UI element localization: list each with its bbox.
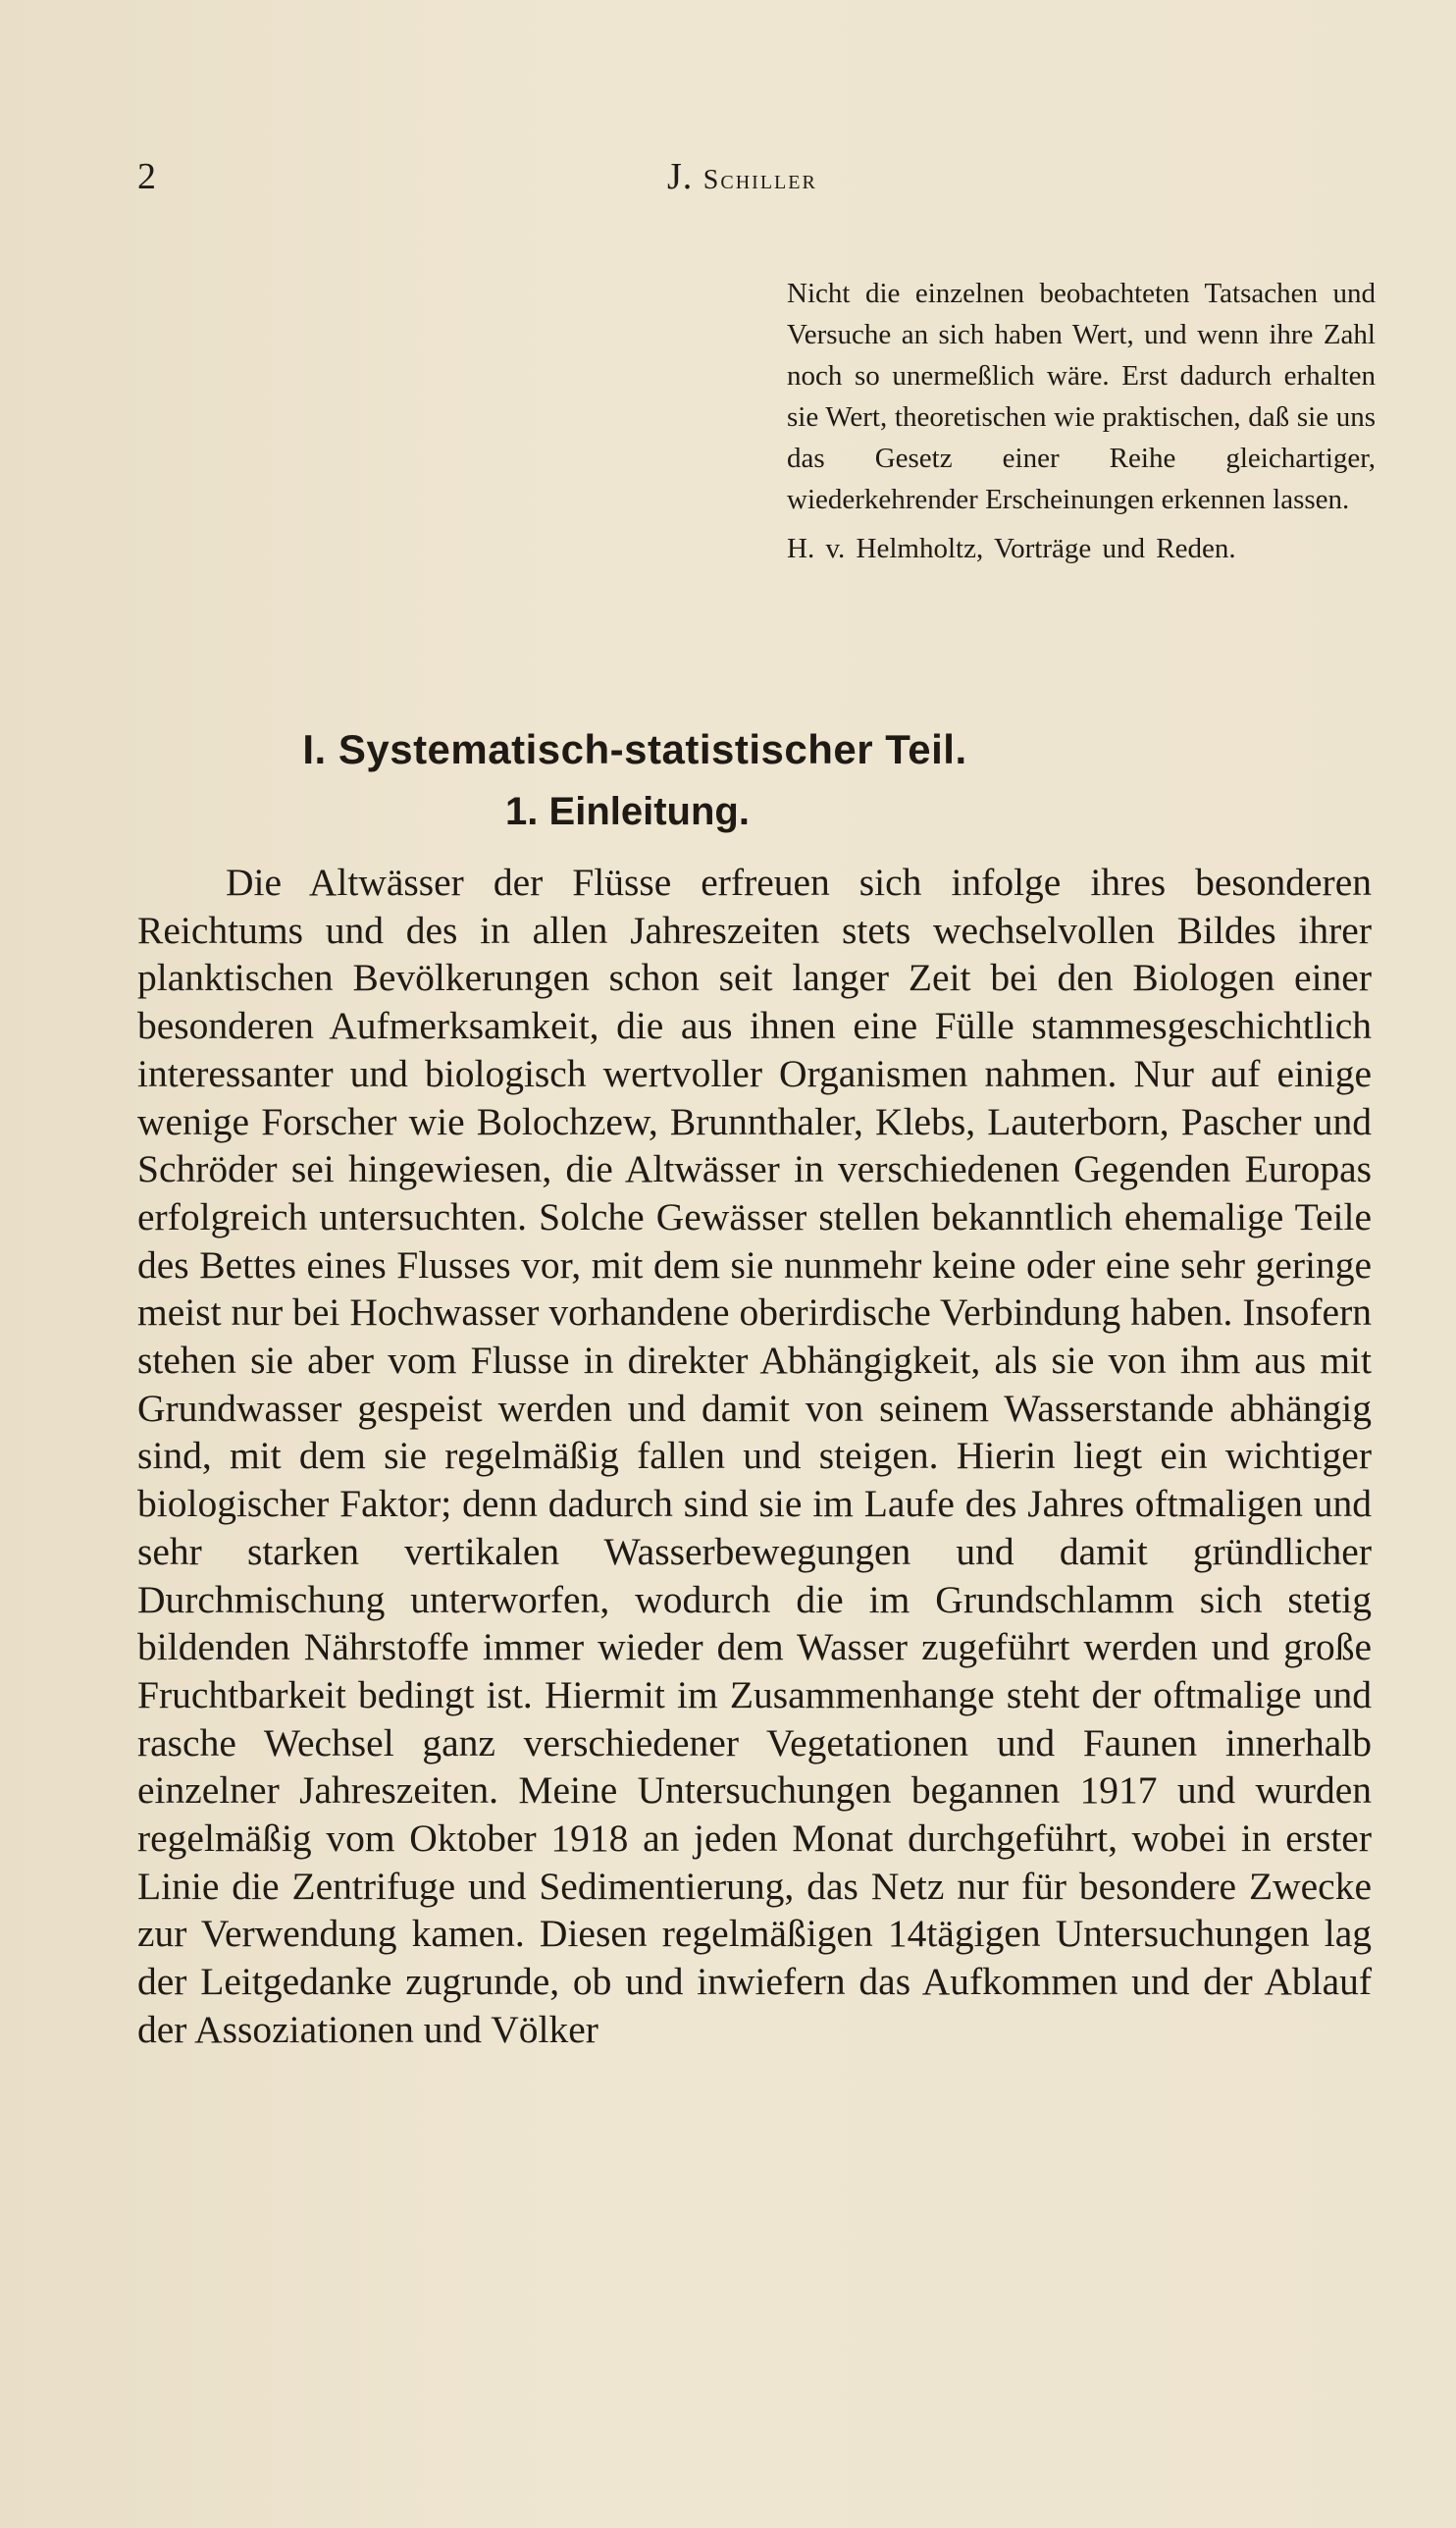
author-initial: J.	[667, 156, 703, 197]
author-surname: Schiller	[702, 165, 817, 195]
running-header	[137, 155, 1374, 214]
body-paragraph: Die Altwässer der Flüsse erfreuen sich infolge ihres besonderen Reichtums und des in allen Jahreszeiten stets wechselvollen Bildes ihrer planktischen Bevölkerungen schon seit langer Zeit bei den Biologen einer besonderen Aufmerksamkeit, die aus ihnen eine Fülle stammesgeschichtlich interessanter und biologisch wertvoller Organismen nahmen. Nur auf einige wenige Forscher wie Bolochzew, Brunnthaler, Klebs, Lauterborn, Pascher und Schröder sei hingewiesen, die Altwässer in verschiedenen Gegenden Europas erfolgreich untersuchten. Solche Gewässer stellen bekanntlich ehemalige Teile des Bettes eines Flusses vor, mit dem sie nunmehr keine oder eine sehr geringe meist nur bei Hochwasser vorhandene oberirdische Verbindung haben. Insofern stehen sie aber vom Flusse in direkter Abhängigkeit, als sie von ihm aus mit Grundwasser gespeist werden und damit von seinem Wasserstande abhängig sind, mit dem sie regelmäßig fallen und steigen. Hierin liegt ein wichtiger biologischer Faktor; denn dadurch sind sie im Laufe des Jahres oftmaligen und sehr starken vertikalen Wasserbewegungen und damit gründlicher Durchmischung unterworfen, wodurch die im Grundschlamm sich stetig bildenden Nährstoffe immer wieder dem Wasser zugeführt werden und große Fruchtbarkeit bedingt ist. Hiermit im Zusammenhange steht der oftmalige und rasche Wechsel ganz verschiedener Vegetationen und Faunen innerhalb einzelner Jahreszeiten. Meine Untersuchungen begannen 1917 und wurden regelmäßig vom Oktober 1918 an jeden Monat durchgeführt, wobei in erster Linie die Zentrifuge und Sedimentierung, das Netz nur für besondere Zwecke zur Verwendung kamen. Diesen regelmäßigen 14tägigen Untersuchungen lag der Leitgedanke zugrunde, ob und inwiefern das Aufkommen und der Ablauf der Assoziationen und Völker	[137, 861, 1372, 2051]
running-head-author	[667, 155, 817, 198]
page-number: 2	[137, 156, 156, 197]
body-text	[137, 859, 1372, 2054]
section-title: 1. Einleitung.	[505, 790, 750, 833]
part-title: I. Systematisch-statistischer Teil.	[302, 726, 967, 772]
epigraph-attribution: H. v. Helmholtz, Vorträge und Reden.	[787, 533, 1236, 564]
epigraph-text: Nicht die einzelnen beobachteten Tatsachen und Versuche an sich haben Wert, und wenn ihre Zahl noch so unermeßlich wäre. Erst dadurch erhalten sie Wert, theoretischen wie praktischen, daß sie uns das Gesetz einer Reihe gleichartiger, wiederkehrender Erscheinungen erkennen lassen.	[787, 278, 1376, 515]
epigraph	[787, 273, 1376, 569]
